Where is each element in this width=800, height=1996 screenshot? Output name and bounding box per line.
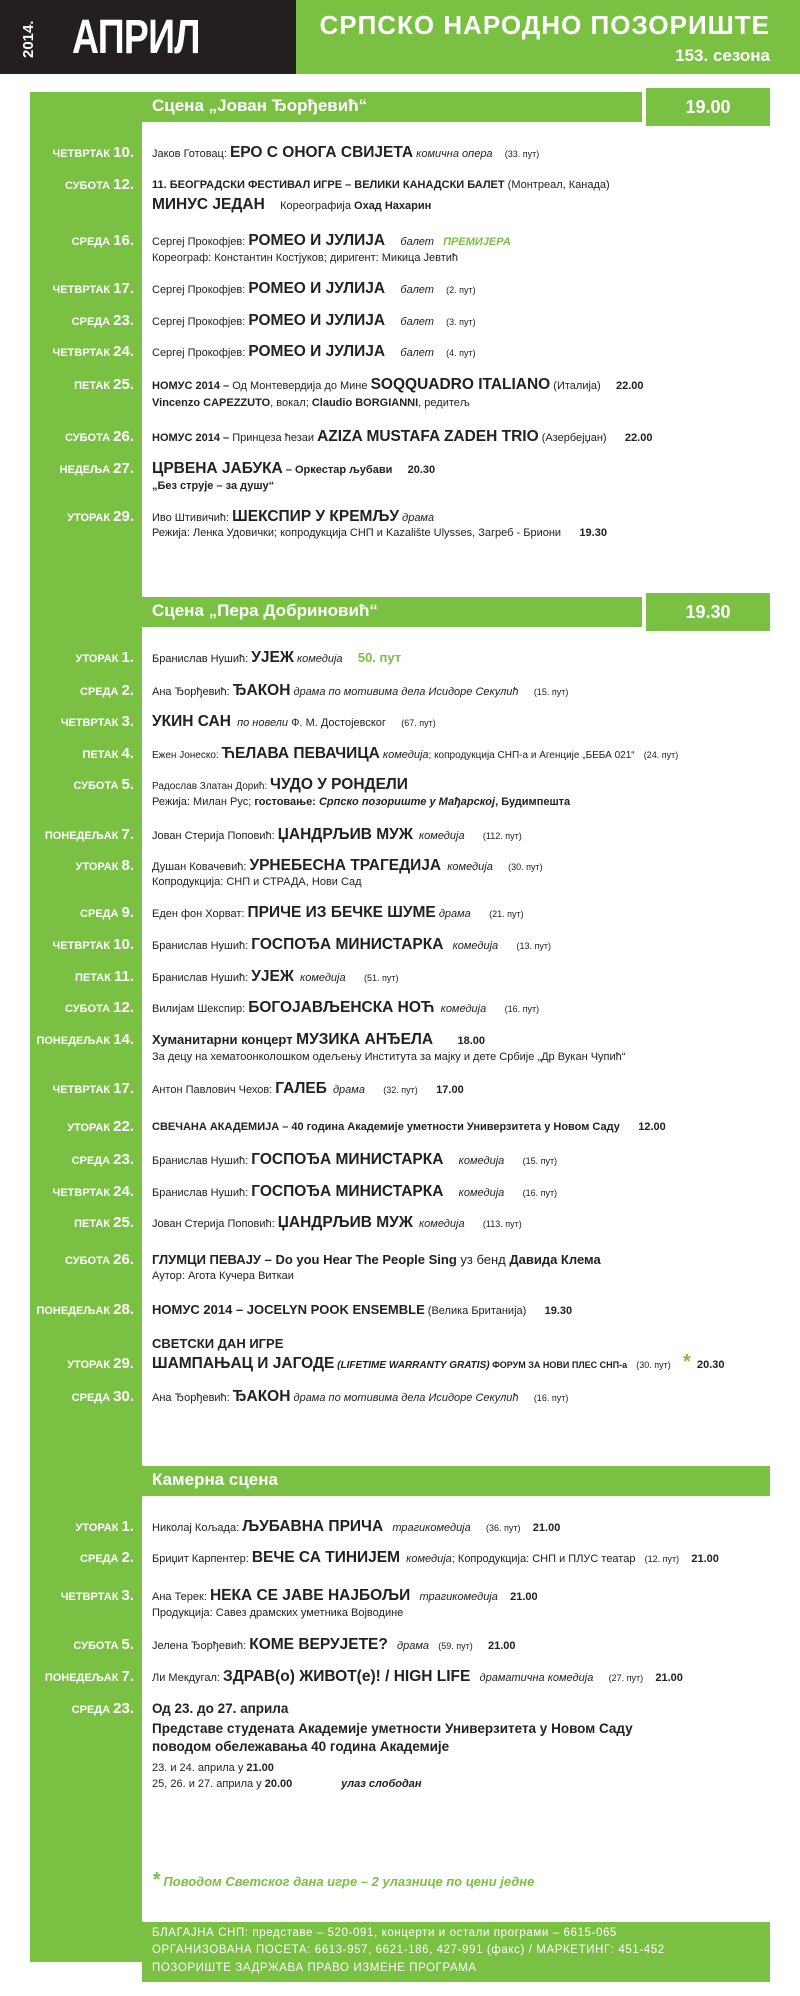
list-item: Јаков Готовац: ЕРО С ОНОГА СВИЈЕТА комична опера (33. пут): [152, 144, 540, 161]
day-label: СРЕДА 23.: [71, 312, 134, 329]
asterisk-icon: *: [683, 1351, 691, 1373]
day-label: ПЕТАК 25.: [74, 1214, 134, 1231]
day-label: ЧЕТВРТАК 17.: [52, 280, 134, 297]
scene-header-pera-dobrinovic: [142, 597, 770, 627]
list-item-line: поводом обележавања 40 година Академије: [152, 1739, 450, 1754]
list-item: Бранислав Нушић: ГОСПОЂА МИНИСТАРКА комедија (16. пут): [152, 1183, 558, 1200]
day-label: СРЕДА 16.: [71, 232, 134, 249]
month-title: АПРИЛ: [72, 11, 200, 64]
list-item: Јелена Ђорђевић: КОМЕ ВЕРУЈЕТЕ? драма (59. пут) 21.00: [152, 1636, 516, 1653]
list-item: Сергеј Прокофјев: РОМЕО И ЈУЛИЈА балет (4. пут): [152, 343, 476, 360]
theatre-name: СРПСКО НАРОДНО ПОЗОРИШТЕ: [319, 10, 770, 40]
list-item: Бранислав Нушић: ГОСПОЂА МИНИСТАРКА комедија (15. пут): [152, 1151, 558, 1168]
list-item: Ежен Јонеско: ЋЕЛАВА ПЕВАЧИЦА комедија; копродукција СНП-а и Агенције „БЕБА 021“ (24. пут): [152, 745, 679, 762]
season-label: 153. сезона: [675, 46, 770, 65]
list-item: Бранислав Нушић: УЈЕЖ комедија (51. пут): [152, 968, 399, 985]
day-label: ЧЕТВРТАК 24.: [52, 1183, 134, 1200]
list-item: Бранислав Нушић: ГОСПОЂА МИНИСТАРКА комедија (13. пут): [152, 936, 552, 953]
list-item-line: Представе студената Академије уметности Универзитета у Новом Саду: [152, 1721, 633, 1736]
list-item-line: 23. и 24. априла у 21.00: [152, 1762, 274, 1774]
list-item: Јован Стерија Поповић: ЏАНДРЉИВ МУЖ комедија (113. пут): [152, 1214, 522, 1231]
list-item: Од 23. до 27. априла: [152, 1701, 289, 1716]
day-label: ПЕТАК 11.: [74, 968, 134, 985]
list-item-line: Копродукција: СНП и СТРАДА, Нови Сад: [152, 876, 362, 888]
list-item-line: Кореограф: Константин Костјуков; диригент: Микица Јевтић: [152, 252, 459, 264]
list-item: Бриџит Карпентер: ВЕЧЕ СА ТИНИЈЕМ комедија; Копродукција: СНП и ПЛУС театар (12. пут) 21.00: [152, 1549, 719, 1566]
header-theatre-block: [296, 0, 800, 74]
list-item: ЦРВЕНА ЈАБУКА – Оркестар љубави 20.30: [152, 460, 436, 477]
scene-header-jovan-djordjevic: [142, 92, 770, 122]
day-label: УТОРАК 1.: [75, 1518, 134, 1535]
list-item: Еден фон Хорват: ПРИЧЕ ИЗ БЕЧКЕ ШУМЕ драма (21. пут): [152, 904, 524, 921]
day-label: ПОНЕДЕЉАК 7.: [44, 1668, 134, 1685]
day-label: ЧЕТВРТАК 3.: [60, 713, 134, 730]
list-item-line: Аутор: Агота Кучера Виткаи: [152, 1270, 294, 1282]
list-item-line: СВЕТСКИ ДАН ИГРЕ: [152, 1336, 284, 1351]
day-label: ЧЕТВРТАК 10.: [52, 936, 134, 953]
header-bar: [0, 0, 800, 74]
list-item: Ана Ђорђевић: ЂАКОН драма по мотивима дела Исидоре Секулић (16. пут): [152, 1388, 569, 1405]
day-label: СУБОТА 5.: [73, 776, 134, 793]
scene-header-chamber: [142, 1466, 770, 1496]
day-label: СУБОТА 26.: [65, 428, 134, 445]
premiere-badge: ПРЕМИЈЕРА: [443, 236, 511, 248]
scene-time: 19.00: [642, 88, 770, 126]
list-item: УКИН САН по новели Ф. М. Достојевског (67. пут): [152, 713, 436, 730]
day-label: ЧЕТВРТАК 10.: [52, 144, 134, 161]
day-label: НЕДЕЉА 27.: [59, 460, 134, 477]
day-label: ПОНЕДЕЉАК 14.: [36, 1031, 134, 1048]
list-item: Николај Кољада: ЉУБАВНА ПРИЧА трагикомедија (36. пут) 21.00: [152, 1518, 561, 1535]
day-label: СРЕДА 9.: [80, 904, 134, 921]
day-label: СРЕДА 30.: [71, 1388, 134, 1405]
anniversary-badge: 50. пут: [357, 650, 402, 665]
list-item-line: „Без струје – за душу“: [152, 480, 275, 492]
list-item: Хуманитарни концерт МУЗИКА АНЂЕЛА 18.00: [152, 1031, 486, 1048]
box-office-line: БЛАГАЈНА СНП: представе – 520-091, концерти и остали програми – 6615-065: [152, 1927, 617, 1939]
day-label: СУБОТА 26.: [65, 1251, 134, 1268]
list-item: Сергеј Прокофјев: РОМЕО И ЈУЛИЈА балет (3. пут): [152, 312, 476, 329]
list-item-line: Режија: Ленка Удовички; копродукција СНП и Kazalište Ulysses, Загреб - Бриони 19.30: [152, 527, 607, 539]
scene-time: 19.30: [642, 593, 770, 631]
scene-title: Камерна сцена: [152, 1470, 278, 1489]
day-label: ПОНЕДЕЉАК 7.: [44, 826, 134, 843]
list-item: НОМУС 2014 – Од Монтевердија до Мине SOQQUADRO ITALIANO (Италија) 22.00: [152, 376, 644, 393]
day-label: СУБОТА 12.: [65, 999, 134, 1016]
list-item: 11. БЕОГРАДСКИ ФЕСТИВАЛ ИГРЕ – ВЕЛИКИ КАНАДСКИ БАЛЕТ (Монтреал, Канада): [152, 179, 610, 191]
list-item-line: Продукција: Савез драмских уметника Војводине: [152, 1607, 404, 1619]
day-label: ПЕТАК 4.: [82, 745, 134, 762]
day-label: ЧЕТВРТАК 24.: [52, 343, 134, 360]
day-label: УТОРАК 29.: [67, 1355, 134, 1372]
list-item: Сергеј Прокофјев: РОМЕО И ЈУЛИЈА балет ПРЕМИЈЕРА: [152, 232, 511, 249]
asterisk-icon: *: [152, 1869, 160, 1891]
group-visit-line: ОРГАНИЗОВАНА ПОСЕТА: 6613-957, 6621-186, 427-991 (факс) / МАРКЕТИНГ: 451-452: [152, 1944, 665, 1956]
list-item: НОМУС 2014 – JOCELYN POOK ENSEMBLE (Велика Британија) 19.30: [152, 1302, 573, 1317]
list-item: Вилијам Шекспир: БОГОЈАВЉЕНСКА НОЋ комедија (16. пут): [152, 999, 540, 1016]
day-label: СРЕДА 23.: [71, 1700, 134, 1717]
disclaimer-line: ПОЗОРИШТЕ ЗАДРЖАВА ПРАВО ИЗМЕНЕ ПРОГРАМА: [152, 1962, 477, 1974]
list-item-line: 25, 26. и 27. априла у 20.00 улаз слободан: [152, 1778, 422, 1790]
list-item-line: Режија: Милан Рус; гостовање: Српско позориште у Мађарској, Будимпешта: [152, 796, 571, 808]
list-item-line: За децу на хематоонколошком одељењу Института за мајку и дете Србије „Др Вукан Чупић“: [152, 1051, 626, 1063]
year-label: 2014.: [20, 20, 37, 58]
list-item: НОМУС 2014 – Принцеза ћезаи AZIZA MUSTAFA ZADEH TRIO (Азербејџан) 22.00: [152, 428, 653, 445]
footer-info: [142, 1922, 770, 1982]
list-item: Иво Штивичић: ШЕКСПИР У КРЕМЉУ драма: [152, 508, 435, 525]
day-label: СУБОТА 5.: [73, 1636, 134, 1653]
list-item: Ана Терек: НЕКА СЕ ЈАВЕ НАЈБОЉИ трагикомедија 21.00: [152, 1587, 538, 1604]
list-item: Сергеј Прокофјев: РОМЕО И ЈУЛИЈА балет (2. пут): [152, 280, 476, 297]
day-label: ЧЕТВРТАК 3.: [60, 1587, 134, 1604]
day-label: ПЕТАК 25.: [74, 376, 134, 393]
day-label: УТОРАК 8.: [75, 857, 134, 874]
scene-title: Сцена „Јован Ђорђевић“: [152, 96, 368, 115]
day-label: УТОРАК 29.: [67, 508, 134, 525]
day-label: ЧЕТВРТАК 17.: [52, 1080, 134, 1097]
list-item: ГЛУМЦИ ПЕВАЈУ – Do you Hear The People Sing уз бенд Давида Клема: [152, 1252, 601, 1267]
day-label: СРЕДА 2.: [80, 682, 134, 699]
list-item: Антон Павлович Чехов: ГАЛЕБ драма (32. пут) 17.00: [152, 1080, 464, 1097]
list-item: ШАМПАЊАЦ И ЈАГОДЕ (LIFETIME WARRANTY GRATIS) ФОРУМ ЗА НОВИ ПЛЕС СНП-а (30. пут) * 20.30: [152, 1351, 725, 1373]
list-item: Ана Ђорђевић: ЂАКОН драма по мотивима дела Исидоре Секулић (15. пут): [152, 682, 569, 699]
list-item: Душан Ковачевић: УРНЕБЕСНА ТРАГЕДИЈА комедија (30. пут): [152, 857, 543, 874]
list-item: Јован Стерија Поповић: ЏАНДРЉИВ МУЖ комедија (112. пут): [152, 826, 522, 843]
scene-title: Сцена „Пера Добриновић“: [152, 601, 378, 620]
day-label: УТОРАК 22.: [67, 1118, 134, 1135]
day-label: УТОРАК 1.: [75, 649, 134, 666]
day-label: ПОНЕДЕЉАК 28.: [36, 1301, 134, 1318]
footnote: * Поводом Светског дана игре – 2 улазнице по цени једне: [152, 1869, 535, 1891]
day-label: СУБОТА 12.: [65, 176, 134, 193]
day-label: СРЕДА 23.: [71, 1151, 134, 1168]
list-item: Ли Мекдугал: ЗДРАВ(о) ЖИВОТ(е)! / HIGH LIFE драматична комедија (27. пут) 21.00: [152, 1668, 683, 1685]
list-item-line: Vincenzo CAPEZZUTO, вокал; Claudio BORGIANNI, редитељ: [152, 397, 470, 409]
list-item: СВЕЧАНА АКАДЕМИЈА – 40 година Академије уметности Универзитета у Новом Саду 12.00: [152, 1121, 666, 1133]
day-label: СРЕДА 2.: [80, 1549, 134, 1566]
header-month-block: [0, 0, 296, 74]
list-item: Бранислав Нушић: УЈЕЖ комедија 50. пут: [152, 649, 402, 666]
list-item: Радослав Златан Дорић: ЧУДО У РОНДЕЛИ: [152, 776, 408, 793]
list-item-line: МИНУС ЈЕДАН Кореографија Охад Нахарин: [152, 196, 432, 213]
